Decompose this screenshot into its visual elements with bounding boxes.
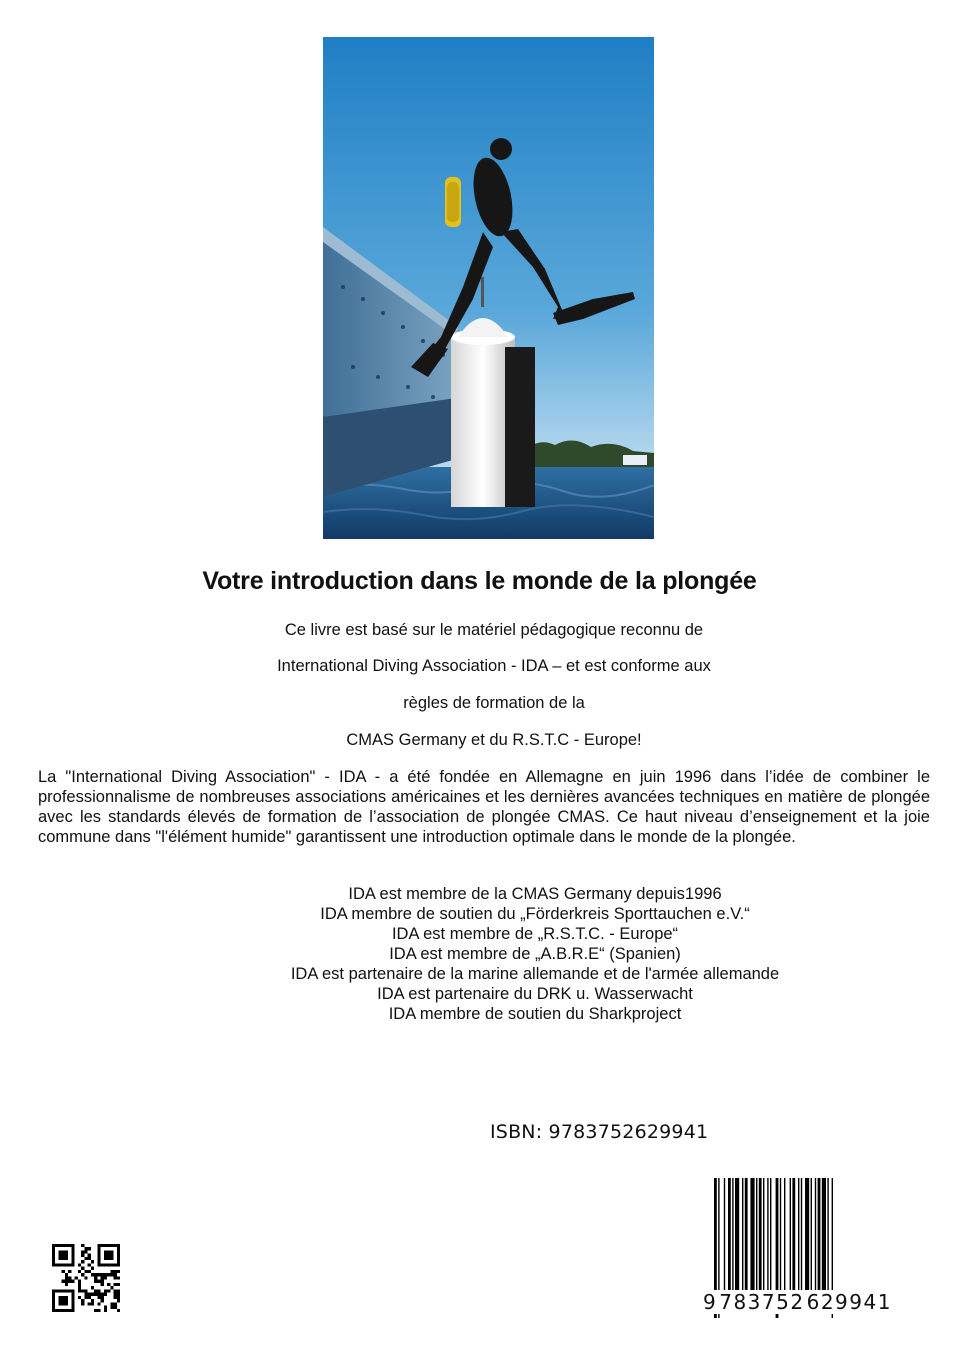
intro-line: International Diving Association - IDA – et est conforme aux xyxy=(277,657,711,675)
qr-code-icon xyxy=(52,1244,120,1312)
intro-line: Ce livre est basé sur le matériel pédagogique reconnu de xyxy=(284,621,704,639)
isbn-label: ISBN: 9783752629941 xyxy=(490,1121,709,1143)
cover-title: Votre introduction dans le monde de la plongée xyxy=(202,567,757,595)
barcode-left-group: 783752 xyxy=(719,1290,805,1314)
diver-jumping-photo xyxy=(323,37,654,539)
membership-list xyxy=(0,884,959,1024)
membership-item: IDA est partenaire du DRK u. Wasserwacht xyxy=(377,985,693,1003)
ida-description: La "International Diving Association" - IDA - a été fondée en Allemagne en juin 1996 dans l’idée de combiner le professionnalisme de nombreuses associations américaines et les dernières avancées techniques en matière de plongée avec les standards élevés de formation de l’association de plongée CMAS. Ce haut niveau d’enseignement et la joie commune dans "l'élément humide" garantissent une introduction optimale dans le monde de la plongée. xyxy=(38,768,930,846)
intro-line: CMAS Germany et du R.S.T.C - Europe! xyxy=(346,731,642,749)
membership-item: IDA est membre de la CMAS Germany depuis1996 xyxy=(348,885,722,903)
membership-item: IDA est membre de „A.B.R.E“ (Spanien) xyxy=(389,945,681,963)
barcode-first-digit: 9 xyxy=(703,1290,718,1314)
barcode-right-group: 629941 xyxy=(806,1290,892,1314)
barcode-digits xyxy=(700,1290,892,1314)
membership-item: IDA est membre de „R.S.T.C. - Europe“ xyxy=(391,925,679,943)
membership-item: IDA membre de soutien du Sharkproject xyxy=(388,1005,682,1023)
intro-line: règles de formation de la xyxy=(403,694,585,712)
membership-item: IDA membre de soutien du „Förderkreis Sporttauchen e.V.“ xyxy=(320,905,750,923)
membership-item: IDA est partenaire de la marine allemande et de l'armée allemande xyxy=(290,965,780,983)
